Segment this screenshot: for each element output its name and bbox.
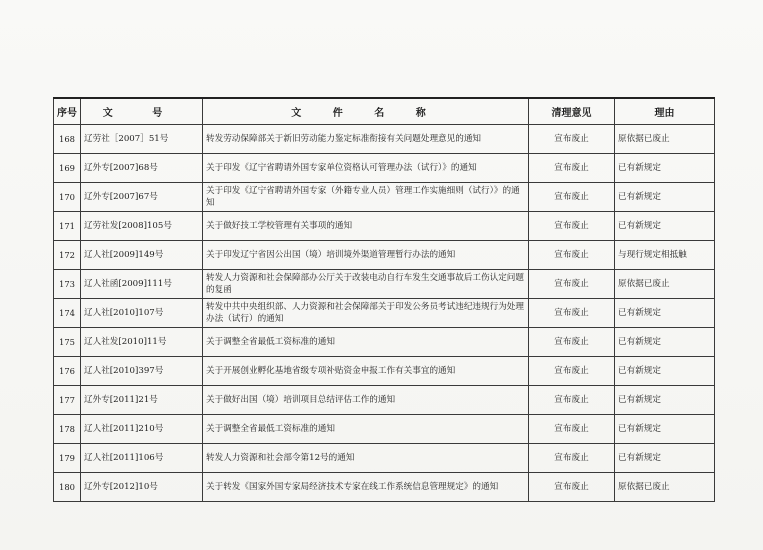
row-seq: 179 (54, 444, 81, 473)
row-opinion: 宣布废止 (529, 444, 615, 473)
table-header-row (54, 98, 715, 125)
row-doc-title: 关于调整全省最低工资标准的通知 (203, 328, 529, 357)
row-reason: 原依据已废止 (615, 270, 715, 299)
row-doc-title: 关于印发《辽宁省聘请外国专家（外籍专业人员）管理工作实施细则（试行）》的通知 (203, 183, 529, 212)
row-opinion: 宣布废止 (529, 415, 615, 444)
table-row (54, 241, 715, 270)
row-doc-title: 转发中共中央组织部、人力资源和社会保障部关于印发公务员考试违纪违规行为处理办法（试行）的通知 (203, 299, 529, 328)
row-doc-no: 辽人社[2010]107号 (81, 299, 203, 328)
row-doc-title: 关于印发《辽宁省聘请外国专家单位资格认可管理办法（试行）》的通知 (203, 154, 529, 183)
row-seq: 177 (54, 386, 81, 415)
header-reason: 理由 (615, 98, 715, 125)
row-doc-title: 关于转发《国家外国专家局经济技术专家在线工作系统信息管理规定》的通知 (203, 473, 529, 502)
row-doc-no: 辽人社[2011]106号 (81, 444, 203, 473)
row-doc-no: 辽人社[2009]149号 (81, 241, 203, 270)
row-doc-title: 关于印发辽宁省因公出国（境）培训境外渠道管理暂行办法的通知 (203, 241, 529, 270)
row-opinion: 宣布废止 (529, 270, 615, 299)
row-opinion: 宣布废止 (529, 473, 615, 502)
row-opinion: 宣布废止 (529, 212, 615, 241)
row-reason: 已有新规定 (615, 415, 715, 444)
row-doc-no: 辽劳社［2007］51号 (81, 125, 203, 154)
row-doc-title: 转发人力资源和社会保障部办公厅关于改装电动自行车发生交通事故后工伤认定问题的复函 (203, 270, 529, 299)
row-doc-title: 关于做好出国（境）培训项目总结评估工作的通知 (203, 386, 529, 415)
row-doc-no: 辽人社[2011]210号 (81, 415, 203, 444)
row-opinion: 宣布废止 (529, 183, 615, 212)
table-row (54, 386, 715, 415)
header-doc-no: 文 号 (81, 98, 203, 125)
row-doc-no: 辽外专[2007]68号 (81, 154, 203, 183)
header-seq: 序号 (54, 98, 81, 125)
table-row (54, 183, 715, 212)
row-doc-no: 辽外专[2012]10号 (81, 473, 203, 502)
row-doc-title: 关于调整全省最低工资标准的通知 (203, 415, 529, 444)
row-doc-title: 转发人力资源和社会部令第12号的通知 (203, 444, 529, 473)
header-opinion: 清理意见 (529, 98, 615, 125)
row-seq: 175 (54, 328, 81, 357)
row-doc-title: 关于做好技工学校管理有关事项的通知 (203, 212, 529, 241)
row-opinion: 宣布废止 (529, 328, 615, 357)
row-opinion: 宣布废止 (529, 357, 615, 386)
row-reason: 已有新规定 (615, 328, 715, 357)
row-doc-no: 辽人社发[2010]11号 (81, 328, 203, 357)
table-row (54, 328, 715, 357)
row-reason: 已有新规定 (615, 183, 715, 212)
table-row (54, 154, 715, 183)
row-doc-no: 辽外专[2011]21号 (81, 386, 203, 415)
table-row (54, 212, 715, 241)
header-doc-title: 文 件 名 称 (203, 98, 529, 125)
row-opinion: 宣布废止 (529, 299, 615, 328)
row-seq: 176 (54, 357, 81, 386)
row-reason: 已有新规定 (615, 212, 715, 241)
row-opinion: 宣布废止 (529, 241, 615, 270)
row-seq: 172 (54, 241, 81, 270)
row-seq: 171 (54, 212, 81, 241)
row-doc-title: 关于开展创业孵化基地省级专项补贴资金申报工作有关事宜的通知 (203, 357, 529, 386)
row-opinion: 宣布废止 (529, 154, 615, 183)
row-seq: 180 (54, 473, 81, 502)
row-doc-no: 辽外专[2007]67号 (81, 183, 203, 212)
row-opinion: 宣布废止 (529, 125, 615, 154)
table-row (54, 299, 715, 328)
row-reason: 已有新规定 (615, 299, 715, 328)
row-reason: 已有新规定 (615, 386, 715, 415)
row-reason: 原依据已废止 (615, 473, 715, 502)
row-reason: 与现行规定相抵触 (615, 241, 715, 270)
row-opinion: 宣布废止 (529, 386, 615, 415)
row-doc-no: 辽人社[2010]397号 (81, 357, 203, 386)
abolished-documents-table (53, 97, 715, 502)
row-seq: 173 (54, 270, 81, 299)
row-seq: 174 (54, 299, 81, 328)
row-doc-no: 辽人社函[2009]111号 (81, 270, 203, 299)
table-row (54, 270, 715, 299)
table-row (54, 444, 715, 473)
row-seq: 170 (54, 183, 81, 212)
row-reason: 原依据已废止 (615, 125, 715, 154)
table-row (54, 473, 715, 502)
row-reason: 已有新规定 (615, 357, 715, 386)
row-seq: 168 (54, 125, 81, 154)
row-doc-title: 转发劳动保障部关于新旧劳动能力鉴定标准衔接有关问题处理意见的通知 (203, 125, 529, 154)
table-row (54, 415, 715, 444)
table-row (54, 357, 715, 386)
row-reason: 已有新规定 (615, 154, 715, 183)
row-doc-no: 辽劳社发[2008]105号 (81, 212, 203, 241)
row-seq: 169 (54, 154, 81, 183)
table-row (54, 125, 715, 154)
row-seq: 178 (54, 415, 81, 444)
row-reason: 已有新规定 (615, 444, 715, 473)
